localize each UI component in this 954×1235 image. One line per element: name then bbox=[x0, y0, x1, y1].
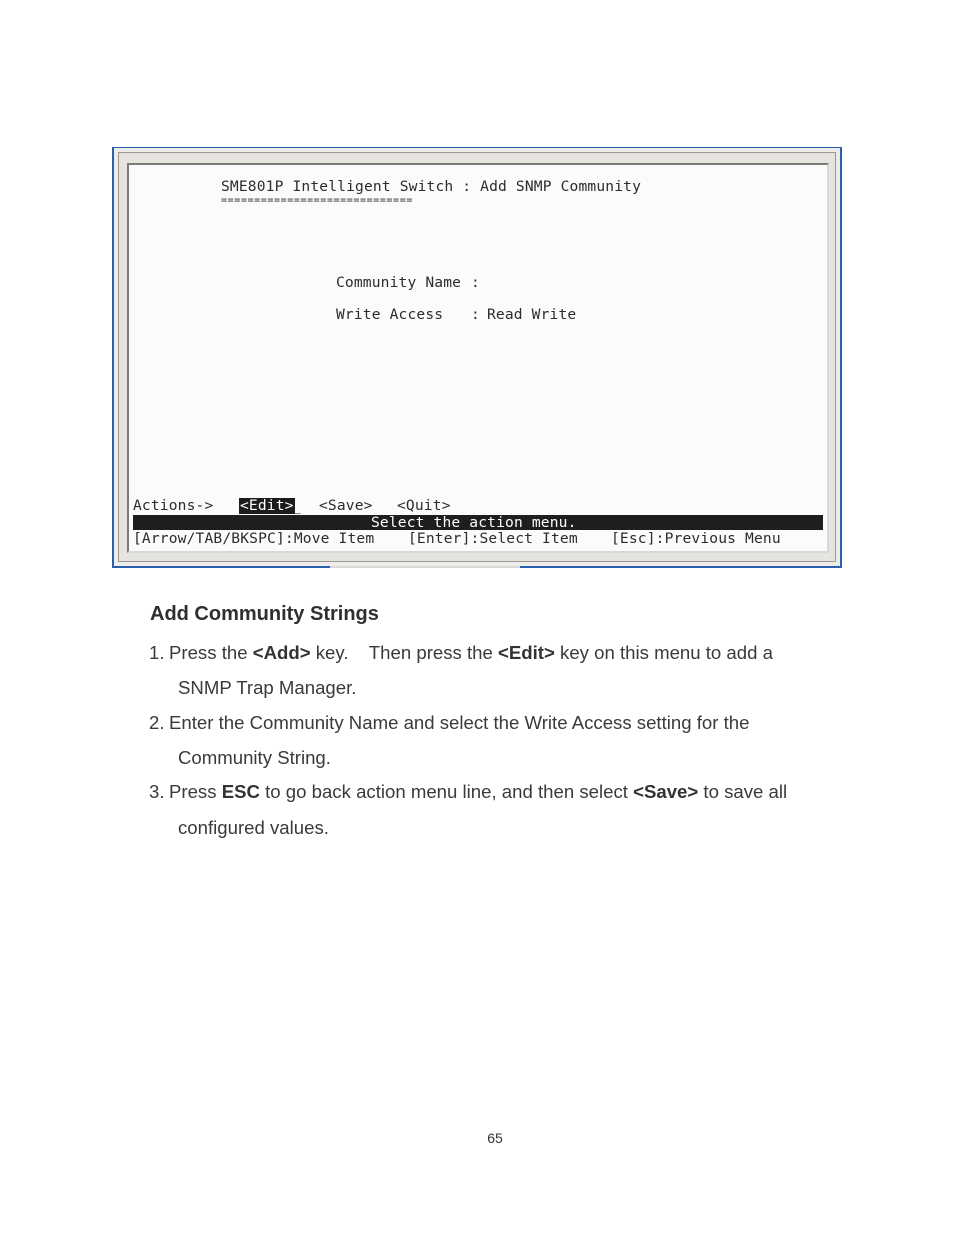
help-move-item: [Arrow/TAB/BKSPC]:Move Item bbox=[133, 530, 375, 547]
status-message: Select the action menu. bbox=[371, 514, 577, 531]
quit-action-button[interactable]: <Quit> bbox=[397, 497, 451, 514]
write-access-label: Write Access bbox=[336, 306, 444, 323]
write-access-separator: : bbox=[471, 306, 480, 323]
step-3-line-2: configured values. bbox=[178, 817, 329, 838]
step-3-text-d: to save all bbox=[698, 781, 788, 802]
terminal-title: SME801P Intelligent Switch : Add SNMP Community bbox=[221, 178, 642, 195]
step-1-text-d: key on this menu to add a bbox=[554, 642, 773, 663]
step-1-text-a: Press the bbox=[169, 642, 253, 663]
edit-key-text: <Edit> bbox=[498, 642, 555, 663]
screenshot-shadow bbox=[330, 566, 520, 568]
step-1-text-c: key. Then press the bbox=[310, 642, 499, 663]
step-1-line-1 bbox=[169, 642, 773, 664]
step-2-line-1: Enter the Community Name and select the Write Access setting for the bbox=[169, 712, 750, 733]
step-3-text-c: to go back action menu line, and then select bbox=[259, 781, 634, 802]
step-1-line-2: SNMP Trap Manager. bbox=[178, 677, 357, 698]
step-3-text-a: Press bbox=[169, 781, 222, 802]
community-name-label: Community Name bbox=[336, 274, 462, 291]
step-2-line-2: Community String. bbox=[178, 747, 331, 768]
terminal-title-underline: ============================= bbox=[221, 195, 413, 206]
actions-label: Actions-> bbox=[133, 497, 214, 514]
esc-key-text: ESC bbox=[221, 781, 260, 802]
save-key-text: <Save> bbox=[633, 781, 699, 802]
terminal-screen bbox=[127, 163, 829, 553]
help-previous-menu: [Esc]:Previous Menu bbox=[611, 530, 781, 547]
step-3-number: 3. bbox=[149, 781, 165, 802]
text-cursor: _ bbox=[292, 497, 301, 514]
step-2-number: 2. bbox=[149, 712, 165, 733]
step-1-number: 1. bbox=[149, 642, 165, 663]
add-key-text: <Add> bbox=[252, 642, 311, 663]
page-number: 65 bbox=[487, 1130, 503, 1146]
step-3-line-1 bbox=[169, 781, 787, 803]
edit-action-button[interactable]: <Edit> bbox=[240, 497, 294, 514]
write-access-value[interactable]: Read Write bbox=[487, 306, 577, 323]
community-name-separator: : bbox=[471, 274, 480, 291]
save-action-button[interactable]: <Save> bbox=[319, 497, 373, 514]
help-select-item: [Enter]:Select Item bbox=[408, 530, 578, 547]
section-heading: Add Community Strings bbox=[150, 603, 379, 625]
